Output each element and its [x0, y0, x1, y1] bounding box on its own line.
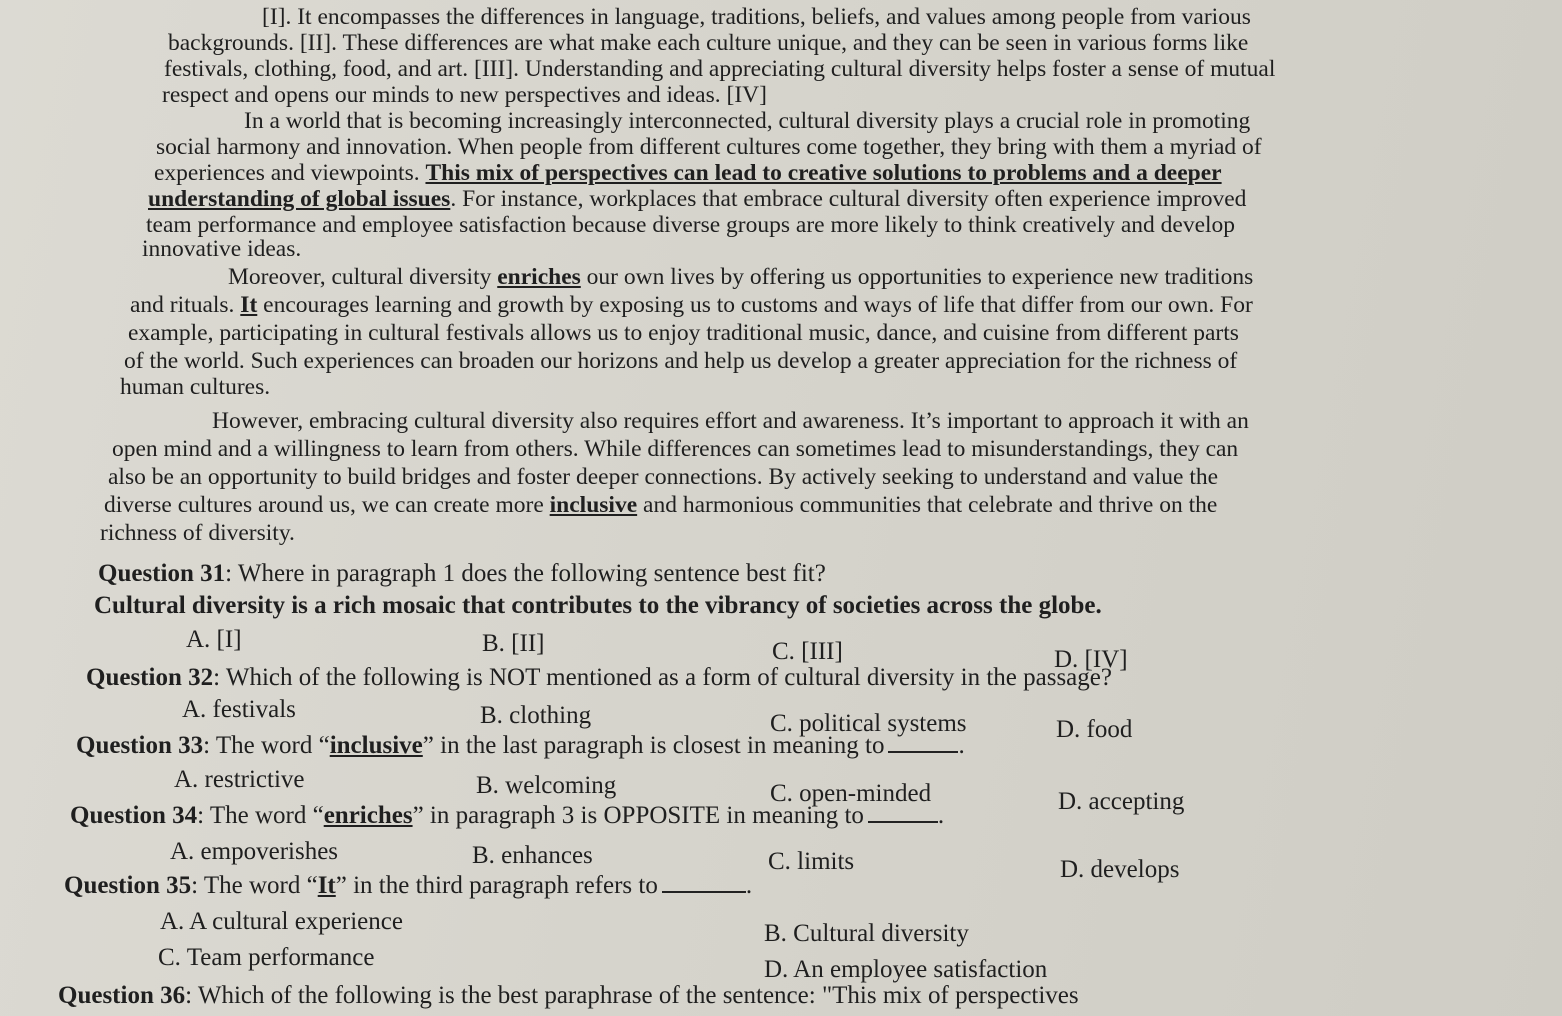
q31-option-b[interactable]: B. [II]: [482, 630, 545, 657]
q34-option-d[interactable]: D. develops: [1060, 856, 1180, 883]
question-31: Question 31: Where in paragraph 1 does the following sentence best fit?: [98, 560, 826, 587]
q32-option-d[interactable]: D. food: [1056, 716, 1133, 743]
para1-line4: respect and opens our minds to new perspectives and ideas. [IV]: [162, 82, 767, 108]
para3-line2: and rituals. It encourages learning and growth by exposing us to customs and ways of life that differ from our own. For: [130, 292, 1253, 318]
para3-line3: example, participating in cultural festivals allows us to enjoy traditional music, dance, and cuisine from different parts: [128, 320, 1239, 346]
q32-option-b[interactable]: B. clothing: [480, 702, 592, 729]
q33-option-b[interactable]: B. welcoming: [476, 772, 617, 799]
word-enriches: enriches: [497, 264, 581, 290]
q33-option-a[interactable]: A. restrictive: [174, 766, 305, 793]
q32-option-a[interactable]: A. festivals: [182, 696, 296, 723]
word-it: It: [240, 292, 258, 318]
question-32: Question 32: Which of the following is NOT mentioned as a form of cultural diversity in the passage?: [86, 664, 1112, 691]
word-inclusive: inclusive: [549, 492, 638, 518]
para2-line1: In a world that is becoming increasingly interconnected, cultural diversity plays a crucial role in promoting: [244, 108, 1251, 134]
q34-blank: [868, 821, 938, 823]
q33-blank: [888, 751, 958, 753]
question-36: Question 36: Which of the following is the best paraphrase of the sentence: "This mix of perspectives: [58, 982, 1079, 1009]
para2-line4: understanding of global issues. For instance, workplaces that embrace cultural diversity often experience improved: [148, 186, 1247, 212]
para4-line1: However, embracing cultural diversity also requires effort and awareness. It’s important to approach it with an: [212, 408, 1249, 434]
q35-option-c[interactable]: C. Team performance: [158, 944, 375, 971]
question-31-sentence: Cultural diversity is a rich mosaic that contributes to the vibrancy of societies across the globe.: [94, 592, 1102, 619]
q33-option-d[interactable]: D. accepting: [1058, 788, 1185, 815]
para3-line5: human cultures.: [120, 374, 271, 400]
para2-line6: innovative ideas.: [142, 236, 302, 262]
question-35: Question 35: The word “It” in the third paragraph refers to .: [64, 872, 753, 899]
q32-option-c[interactable]: C. political systems: [770, 710, 967, 737]
para4-line4: diverse cultures around us, we can create more inclusive and harmonious communities that celebrate and thrive on the: [104, 492, 1218, 518]
question-34: Question 34: The word “enriches” in paragraph 3 is OPPOSITE in meaning to .: [70, 802, 945, 829]
q35-option-a[interactable]: A. A cultural experience: [160, 908, 403, 935]
q31-option-d[interactable]: D. [IV]: [1054, 646, 1128, 673]
q31-option-c[interactable]: C. [III]: [772, 638, 843, 665]
q34-option-a[interactable]: A. empoverishes: [170, 838, 339, 865]
para4-line2: open mind and a willingness to learn from others. While differences can sometimes lead to misunderstandings, they can: [112, 436, 1239, 462]
underlined-sentence-2: understanding of global issues: [148, 186, 451, 212]
para1-line1: [I]. It encompasses the differences in language, traditions, beliefs, and values among people from various: [262, 4, 1251, 30]
para1-line2: backgrounds. [II]. These differences are what make each culture unique, and they can be seen in various forms like: [168, 30, 1249, 56]
para4-line3: also be an opportunity to build bridges and foster deeper connections. By actively seeking to understand and value the: [108, 464, 1219, 490]
q35-option-b[interactable]: B. Cultural diversity: [764, 920, 969, 947]
para3-line1: Moreover, cultural diversity enriches our own lives by offering us opportunities to experience new traditions: [228, 264, 1254, 290]
para2-line3: experiences and viewpoints. This mix of perspectives can lead to creative solutions to problems and a deeper: [154, 160, 1222, 186]
q34-word: enriches: [323, 802, 413, 829]
q31-option-a[interactable]: A. [I]: [186, 626, 242, 653]
q35-option-d[interactable]: D. An employee satisfaction: [764, 956, 1048, 983]
q35-word: It: [317, 872, 336, 899]
q34-option-c[interactable]: C. limits: [768, 848, 855, 875]
question-33: Question 33: The word “inclusive” in the last paragraph is closest in meaning to .: [76, 732, 965, 759]
para2-line5: team performance and employee satisfaction because diverse groups are more likely to think creatively and develop: [146, 212, 1236, 238]
q33-word: inclusive: [329, 732, 423, 759]
para1-line3: festivals, clothing, food, and art. [III]. Understanding and appreciating cultural diversity helps foster a sense of mutual: [164, 56, 1276, 82]
para2-line2: social harmony and innovation. When people from different cultures come together, they bring with them a myriad of: [156, 134, 1262, 160]
q34-option-b[interactable]: B. enhances: [472, 842, 593, 869]
q35-blank: [662, 891, 746, 893]
para4-line5: richness of diversity.: [100, 520, 295, 546]
para3-line4: of the world. Such experiences can broaden our horizons and help us develop a greater appreciation for the richness of: [124, 348, 1238, 374]
underlined-sentence-1: This mix of perspectives can lead to creative solutions to problems and a deeper: [425, 160, 1222, 186]
q33-option-c[interactable]: C. open-minded: [770, 780, 932, 807]
